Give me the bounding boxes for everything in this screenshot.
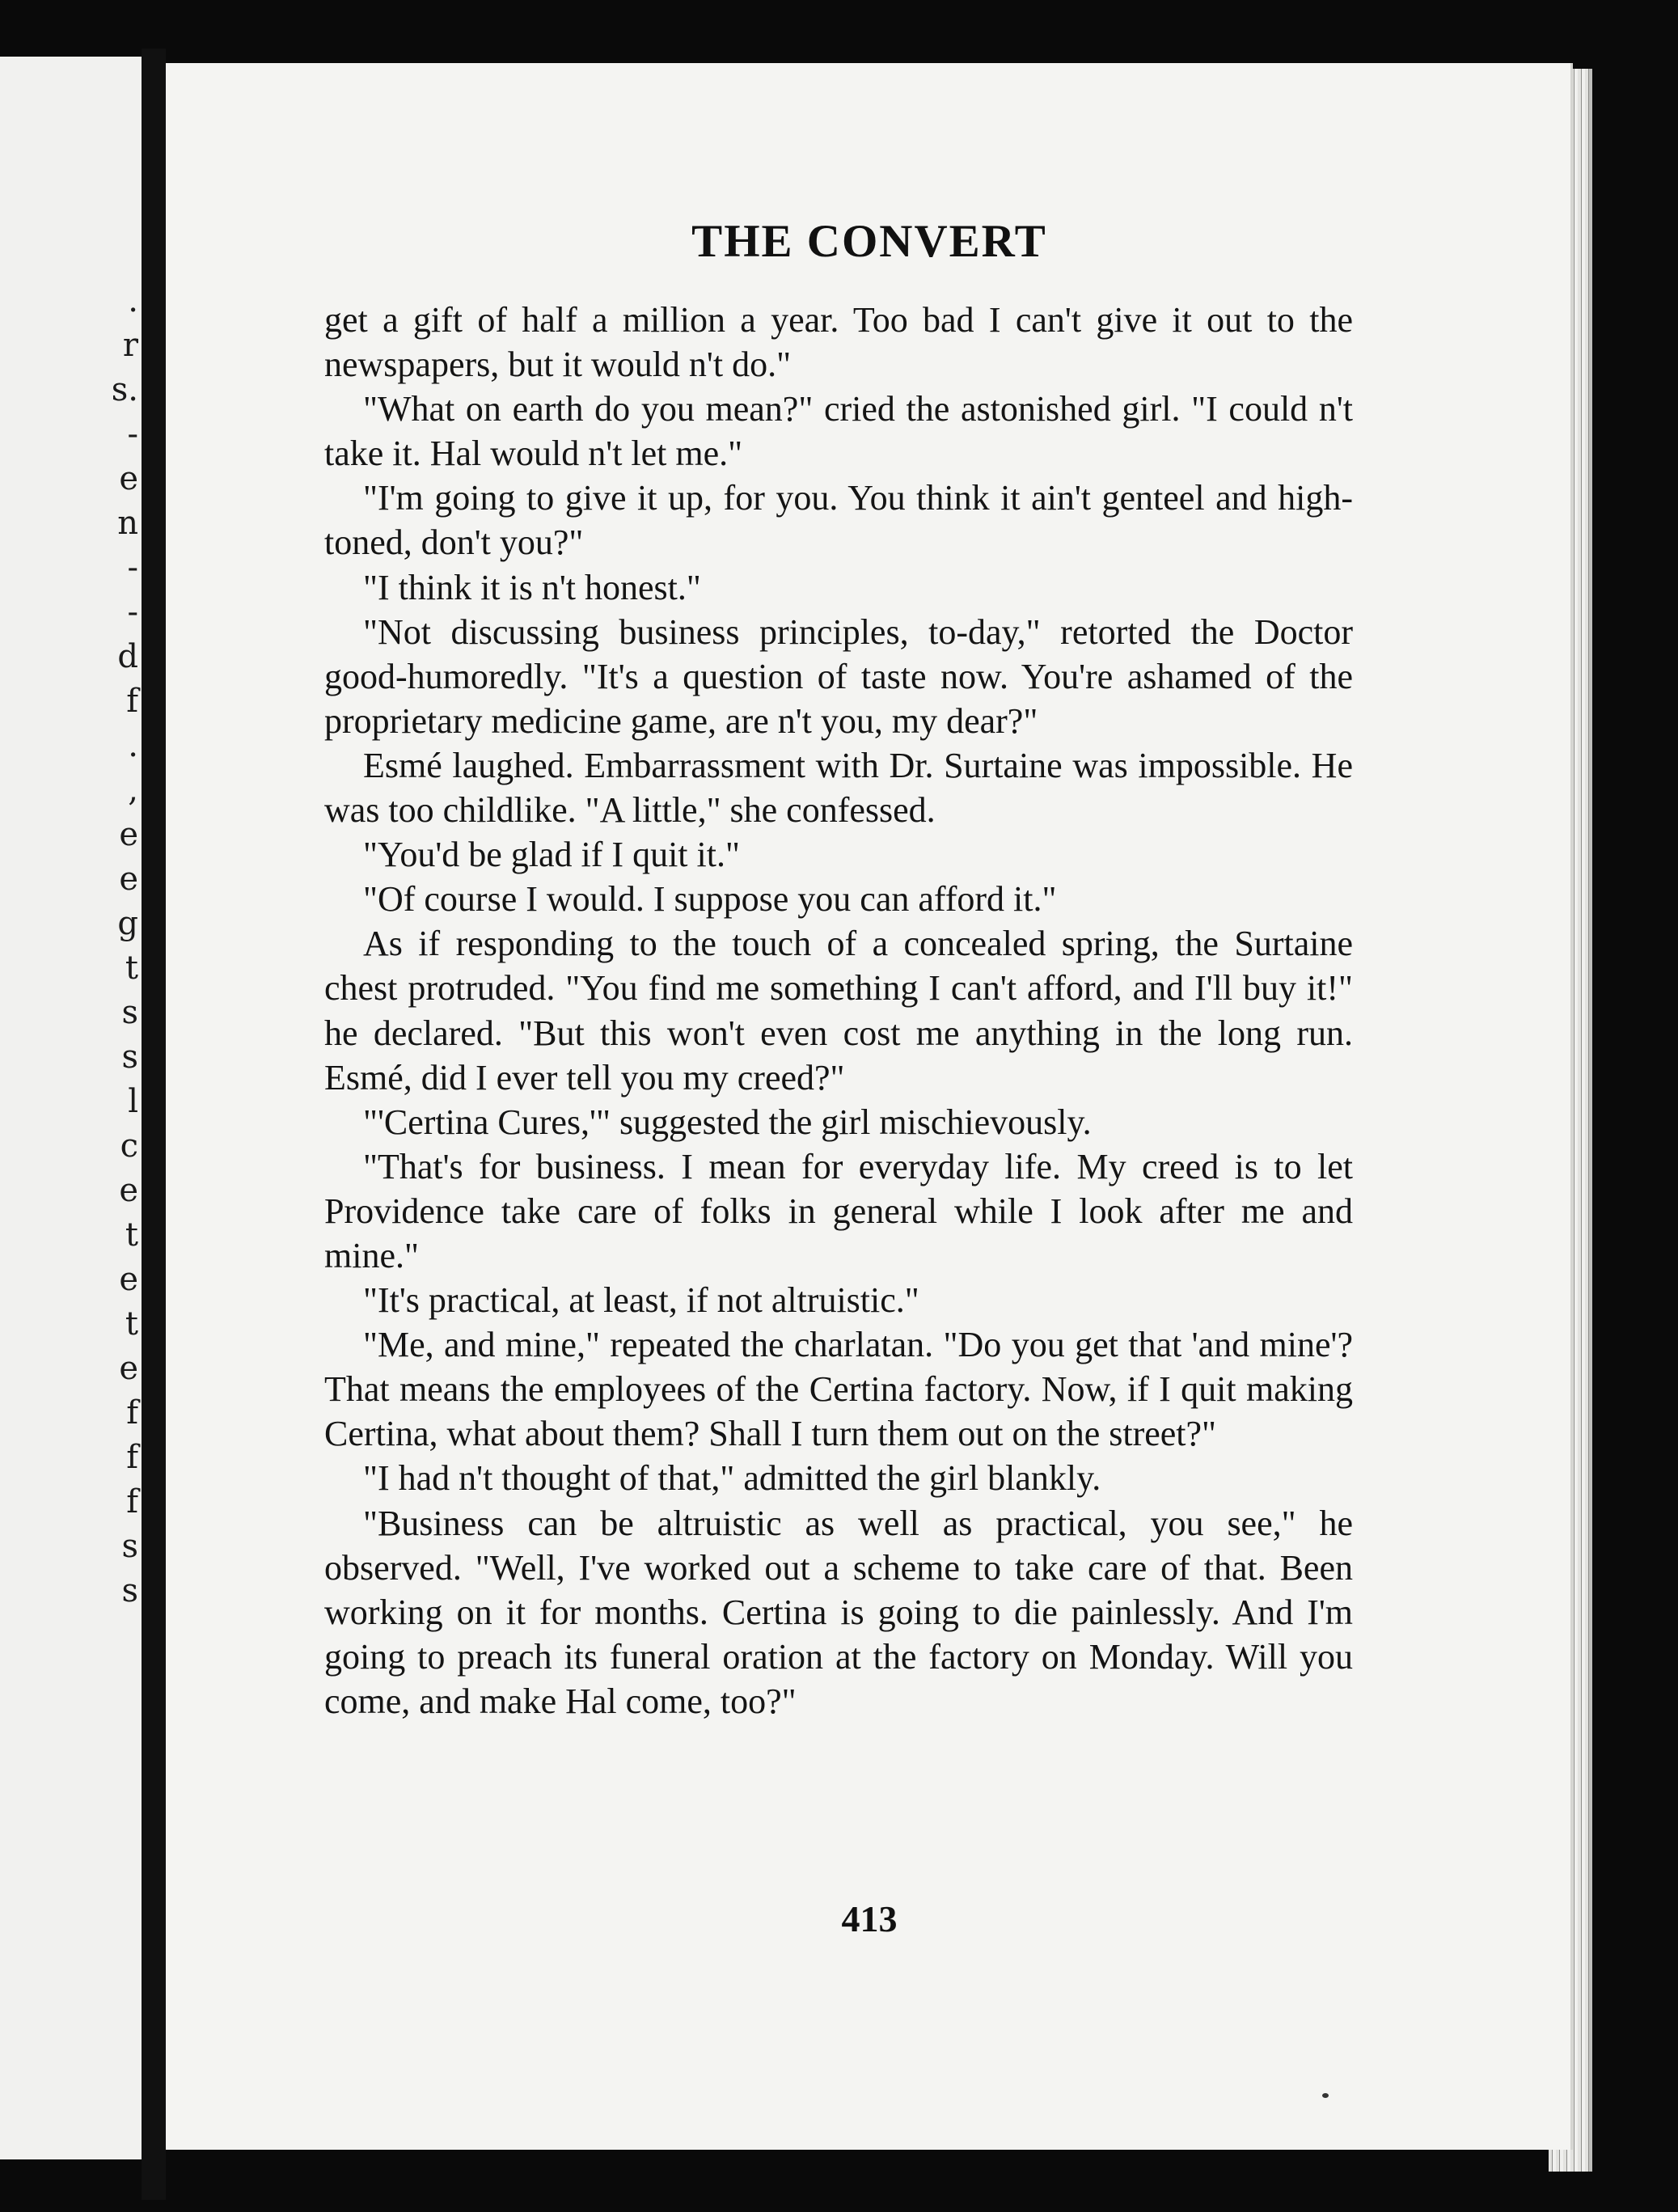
margin-fragment: c (120, 1127, 138, 1165)
paragraph: "Of course I would. I suppose you can afford it." (363, 879, 1057, 920)
paragraph: "It's practical, at least, if not altruistic." (363, 1280, 919, 1321)
paragraph: "I'm going to give it up, for you. You think it ain't genteel and high-toned, don't you?" (324, 478, 1353, 563)
page-number: 413 (841, 1898, 898, 1939)
margin-fragment: f (126, 1483, 138, 1520)
ink-speck (1322, 2093, 1329, 2098)
margin-fragment: e (119, 816, 138, 853)
margin-fragment: s. (111, 371, 138, 408)
body-text (324, 298, 1353, 1723)
margin-fragment: , (128, 772, 138, 809)
margin-fragment: t (125, 1305, 138, 1343)
paragraph: Esmé laughed. Embarrassment with Dr. Surtaine was impossible. He was too childlike. "A little," she confessed. (324, 745, 1353, 831)
margin-fragment: n (117, 505, 138, 542)
paragraph: "That's for business. I mean for everyday life. My creed is to let Providence take care of folks in general while I look after me and mine." (324, 1146, 1353, 1275)
margin-fragment: . (128, 727, 138, 764)
book-page (166, 63, 1573, 2150)
paragraph: "I had n't thought of that," admitted the girl blankly. (363, 1458, 1101, 1499)
paragraph: "I think it is n't honest." (363, 567, 701, 607)
margin-fragment: f (126, 1439, 138, 1476)
margin-fragment: s (121, 1528, 138, 1565)
paragraph: "Me, and mine," repeated the charlatan. "Do you get that 'and mine'? That means the employees of the Certina factory. Now, if I quit making Certina, what about them? Shall I turn them out on the street?" (324, 1325, 1353, 1454)
margin-fragment: e (119, 1261, 138, 1298)
margin-fragment: t (125, 950, 138, 987)
margin-fragment: g (117, 905, 138, 942)
paragraph: "Not discussing business principles, to-day," retorted the Doctor good-humoredly. "It's a question of taste now. You're ashamed of the proprietary medicine game, are n't you, my dear?" (324, 611, 1353, 741)
margin-fragment: e (119, 460, 138, 497)
paragraph: get a gift of half a million a year. Too bad I can't give it out to the newspapers, but it would n't do." (324, 300, 1353, 385)
margin-fragment: l (128, 1083, 138, 1120)
margin-fragment: r (122, 327, 138, 364)
adjacent-page-fragments (0, 279, 142, 1614)
margin-fragment: t (125, 1216, 138, 1254)
margin-fragment: e (119, 861, 138, 898)
paragraph: "Business can be altruistic as well as practical, you see," he observed. "Well, I've worked out a scheme to take care of that. Been working on it for months. Certina is going to die painlessly. And I'm going to preach its funeral oration at the factory on Monday. Will you come, and make Hal come, too?" (324, 1503, 1353, 1721)
margin-fragment: s (121, 994, 138, 1031)
running-head: THE CONVERT (691, 216, 1047, 267)
margin-fragment: . (128, 282, 138, 319)
margin-fragment: - (127, 416, 138, 453)
adjacent-page-edge (0, 57, 146, 2159)
paragraph: "'Certina Cures,'" suggested the girl mischievously. (363, 1102, 1092, 1142)
margin-fragment: d (117, 638, 138, 675)
paragraph: "What on earth do you mean?" cried the astonished girl. "I could n't take it. Hal would n't let me." (324, 389, 1353, 474)
margin-fragment: s (121, 1038, 138, 1076)
margin-fragment: - (127, 549, 138, 586)
paragraph: As if responding to the touch of a concealed spring, the Surtaine chest protruded. "You find me something I can't afford, and I'll buy it!" he declared. "But this won't even cost me anything in the long run. Esmé, did I ever tell you my creed?" (324, 924, 1353, 1098)
paragraph: "You'd be glad if I quit it." (363, 835, 740, 875)
margin-fragment: e (119, 1172, 138, 1209)
book-gutter (142, 49, 166, 2200)
margin-fragment: e (119, 1350, 138, 1387)
margin-fragment: - (127, 594, 138, 631)
margin-fragment: f (126, 1394, 138, 1432)
margin-fragment: s (121, 1572, 138, 1609)
margin-fragment: f (126, 683, 138, 720)
